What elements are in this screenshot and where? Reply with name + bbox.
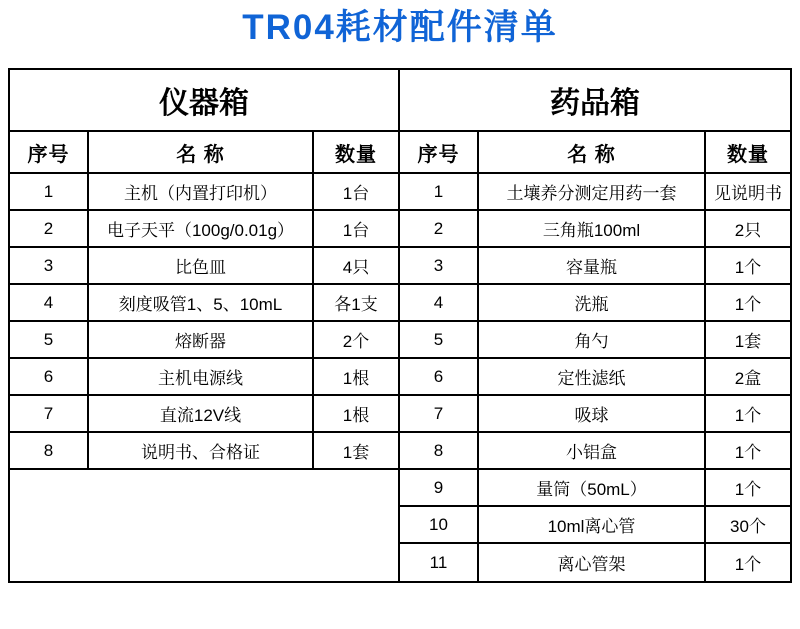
item-name: 小铝盒: [479, 433, 706, 468]
table-row: [400, 285, 790, 322]
row-number: 6: [400, 359, 479, 394]
table-row: [10, 359, 398, 396]
instrument-box-header-row: [10, 132, 398, 174]
item-quantity: 1套: [734, 332, 762, 351]
item-name: 刻度吸管1、5、10mL: [89, 285, 314, 320]
item-quantity: 1个: [734, 480, 762, 499]
column-header-no: 序号: [400, 132, 479, 172]
item-quantity: 2个: [342, 332, 370, 351]
row-number: 3: [400, 248, 479, 283]
item-quantity: 1套: [342, 443, 370, 462]
item-quantity: 见说明书: [714, 184, 782, 203]
table-row: [400, 470, 790, 507]
item-quantity: 1台: [342, 184, 370, 203]
instrument-box-empty-cell: [10, 470, 398, 581]
item-name: 主机电源线: [89, 359, 314, 394]
column-header-name: 名 称: [89, 132, 314, 172]
table-row: [10, 211, 398, 248]
column-header-qty: 数量: [727, 143, 769, 166]
item-name: 角勺: [479, 322, 706, 357]
item-quantity: 1根: [342, 406, 370, 425]
row-number: 6: [10, 359, 89, 394]
table-row: [400, 544, 790, 581]
table-row: [400, 507, 790, 544]
item-quantity: 1个: [734, 555, 762, 574]
item-quantity: 1个: [734, 295, 762, 314]
item-name: 定性滤纸: [479, 359, 706, 394]
item-name: 熔断器: [89, 322, 314, 357]
row-number: 4: [400, 285, 479, 320]
row-number: 7: [400, 396, 479, 431]
row-number: 7: [10, 396, 89, 431]
row-number: 1: [400, 174, 479, 209]
table-row: [10, 285, 398, 322]
column-header-no: 序号: [10, 132, 89, 172]
item-name: 比色皿: [89, 248, 314, 283]
item-quantity: 1个: [734, 258, 762, 277]
table-row: [400, 322, 790, 359]
item-name: 土壤养分测定用药一套: [479, 174, 706, 209]
item-quantity: 1个: [734, 443, 762, 462]
table-row: [10, 433, 398, 470]
item-quantity: 1台: [342, 221, 370, 240]
item-quantity: 2盒: [734, 369, 762, 388]
row-number: 5: [10, 322, 89, 357]
table-row: [400, 396, 790, 433]
item-quantity: 各1支: [334, 295, 378, 314]
table-row: [10, 396, 398, 433]
table-row: [400, 174, 790, 211]
table-row: [10, 248, 398, 285]
item-quantity: 4只: [342, 258, 370, 277]
row-number: 5: [400, 322, 479, 357]
table-row: [400, 211, 790, 248]
row-number: 10: [400, 507, 479, 542]
row-number: 2: [400, 211, 479, 246]
table-row: [400, 359, 790, 396]
row-number: 2: [10, 211, 89, 246]
item-name: 吸球: [479, 396, 706, 431]
table-row: [400, 433, 790, 470]
column-header-qty: 数量: [335, 143, 377, 166]
table-row: [400, 248, 790, 285]
item-name: 容量瓶: [479, 248, 706, 283]
row-number: 9: [400, 470, 479, 505]
item-quantity: 1个: [734, 406, 762, 425]
item-name: 10ml离心管: [479, 507, 706, 542]
item-name: 量筒（50mL）: [479, 470, 706, 505]
instrument-box-title: 仪器箱: [10, 70, 398, 132]
table-row: [10, 174, 398, 211]
item-quantity: 1根: [342, 369, 370, 388]
item-name: 三角瓶100ml: [479, 211, 706, 246]
row-number: 11: [400, 544, 479, 581]
row-number: 4: [10, 285, 89, 320]
table-row: [10, 322, 398, 359]
row-number: 8: [400, 433, 479, 468]
medicine-box-panel: [400, 70, 790, 581]
medicine-box-title: 药品箱: [400, 70, 790, 132]
row-number: 3: [10, 248, 89, 283]
row-number: 1: [10, 174, 89, 209]
item-name: 电子天平（100g/0.01g）: [89, 211, 314, 246]
item-name: 洗瓶: [479, 285, 706, 320]
medicine-box-header-row: [400, 132, 790, 174]
column-header-name: 名 称: [479, 132, 706, 172]
row-number: 8: [10, 433, 89, 468]
item-quantity: 2只: [734, 221, 762, 240]
instrument-box-panel: [10, 70, 400, 581]
consumables-table: [8, 68, 792, 583]
item-name: 离心管架: [479, 544, 706, 581]
page-title: TR04耗材配件清单: [242, 8, 558, 47]
item-name: 直流12V线: [89, 396, 314, 431]
item-quantity: 30个: [730, 517, 766, 536]
item-name: 说明书、合格证: [89, 433, 314, 468]
item-name: 主机（内置打印机）: [89, 174, 314, 209]
